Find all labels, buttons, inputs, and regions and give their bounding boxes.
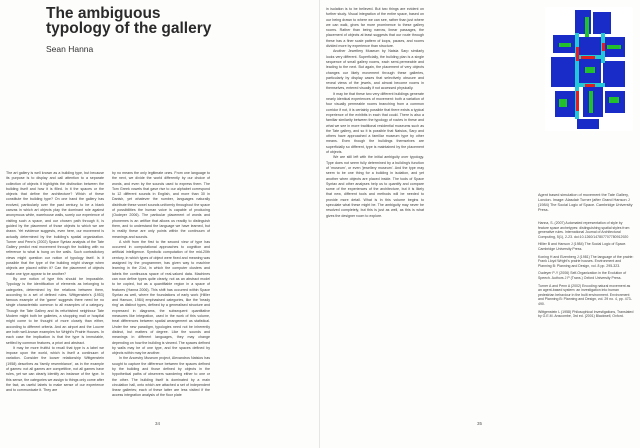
paragraph: Another Jewellery Museum by Natsia Sarp similarly looks very different. Superficially, the building plan is a single sequence of small gallery rooms, each semi-permeable and leading to the next. But again, the placement of very objects changes our likely movement through these galleries, particularly by display cases that selectively obscure and reveal views of the jewels, and almost become rooms in themselves, entered visually if not accessed physically. bbox=[326, 49, 424, 91]
paragraph: By one notion of type this should be impossible. Typology is the identification of elements as belonging to categories, determined by the relations between them, according to a set of defined rules. Wittgenstein's (1953) famous example of the 'game' suggests there need be no single characteristic common to all examples of a category. Though the Tate Gallery and its refurbished neighbour Tate Modern might both be galleries, a shopping mall or hospital might come to be thought of more closely than either, according to different criteria. And an airport and the Louvre are both well-known examples for Wright's Prairie Houses. In each case the implication is that the type is immutable, settled by common features, a priori and abstract. bbox=[6, 276, 104, 345]
paragraph: A shift from the first to the second view of type has occurred in computational approaches to cognition and artificial intelligence. Symbolic computation of the mid-20th century, in which types of object were fixed and meaning was assigned by the programmer, has given way to machine learning in the 21st, in which the computer clusters and labels the continuous space of real-valued data. Machines can now define types quite clearly, not as an abstract model to be copied, but as a quantifiable region in a space of features (Hanna 2006). This shift has occurred within Space Syntax as well, where the foundations of early work (Hillier and Hanson, 1984) emphasised categories, like the 'beady ring' as distinct types, defined by a generalised structure and expressed in diagrams, the subsequent quantitative measures like integration, used in the work of this volume, treat differences between spatial arrangement as statistical. Under the new paradigm, typologies need not be inherently distinct, but matters of degree. Like the sounds and meanings in different languages, they may change depending on how the building is viewed. The spaces defined by walls may be of one type, and the spaces defined by objects within may be another. bbox=[112, 239, 210, 356]
paragraph: The art gallery is well known as a building type, but because its purpose is to display and call attention to a separate collection of objects it highlights the distinction between the building itself and how it is filled. In it the spaces or the objects that define the architecture? Which of these constitute the building type? On one hand the gallery has evolved, particularly over the past century, to be a blank canvas in which art objects play the dominant role against anonymous white, warehouse walls, surely our experience of visiting such a space, and our chosen path through it, is guided by the placement of those objects to which we are drawn. Yet evidence suggests, even here, our movement is actually determined by the building's spatial organization. Turner and Penn's (2002) Space Syntax analysis of the Tate Gallery predict real movement through the building with no reference to what is hung on the walls. Such contradictory views might question our notion of typology itself. Is it possible that the type of the building might change when objects are placed within it? Can the placement of objects make one type appear to be another? bbox=[6, 171, 104, 276]
title-line-1: The ambiguous bbox=[46, 5, 161, 22]
gallery-plan-image bbox=[545, 7, 633, 131]
references-list bbox=[538, 221, 634, 322]
paragraph: In the Ancestry Museum project, Alexandros Natsios has sought to capture the difference between the spaces defined by the building and those defined by objects in the hypothetical paths of observers wandering either to one or the other. The building itself is dominated by a main circulation hall, onto which are attached a set of independent linear galleries; each of these latter are less visited if the access integration analysis of the floor plate bbox=[112, 356, 210, 398]
reference-item: Hanna, S. (2007) Automated representation of style by feature space archetypes: distinguishing spatial styles from generative rules. International Journal of Architectural Computing, 5(1), 2-23. doi:10.1260/147807707780912920 bbox=[538, 221, 630, 239]
paragraph: by no means the only legitimate ones. From one language to the next, we divide the world differently by our choice of words, and even by the sounds used to express them. The Tom Greek vowels that gave rise to our alphabet correspond to 12 different sounds in English, and more than 30 in Danish, yet whatever the number, languages naturally distribute these vowel sounds uniformly throughout the space of possibilities the human voice is capable of producing (Oudeyer 2006). The particular placement of words and phonemes is an artifice that allows us readily to distinguish them, and to understand the language we have learned, but in reality these are only points within the continuum of meanings and sounds. bbox=[112, 171, 210, 239]
page-number-right: 35 bbox=[477, 421, 483, 426]
paragraph: in isolation is to be believed. But two things are evident on further study. Visual integration of the entire space, based on our being drawn to where we can see, rather than just where we can walk, gives far more prominence to these gallery rooms. Rather than being narrow, linear passages, the placement of objects at least suggests that our route through these has a finer scale pattern of loops, pauses, and rooms divided more by experience than structure. bbox=[326, 7, 424, 49]
figure-caption: Agent based simulation of movement the Tate Gallery, London. Image: Alasdair Turner (after Grand Hanson J (1984) The Social Logic of Space. Cambridge University Press. bbox=[538, 193, 633, 212]
author-name: Sean Hanna bbox=[46, 44, 94, 54]
page-number-left: 34 bbox=[155, 421, 161, 426]
body-column-3 bbox=[326, 7, 424, 267]
right-page bbox=[320, 0, 640, 448]
title-line-2: typology of the gallery bbox=[46, 20, 212, 37]
body-column-1 bbox=[6, 171, 104, 417]
reference-item: Oudeyer P-Y (2006) Self-Organization in the Evolution of Speech. Authors J P (Trans.) Oxford University Press. bbox=[538, 271, 627, 280]
movement-simulation-figure bbox=[545, 7, 633, 131]
reference-item: Turner A and Penn A (2002) Encoding natural movement as an agent-based system: an investigation into human pedestrian behaviour in the built environment. Environment and Planning B: Planning and Design, vol. 29 no. 4, pp. 473-490. bbox=[538, 283, 632, 306]
reference-item: Wittgenstein L (1958) Philosophical Investigations, Translated by G.E.M. Anscombe, 3rd ed. (2001) Blackwell, Oxford. bbox=[538, 309, 634, 319]
reference-item: Hillier B and Hanson J (1984) The Social Logic of Space. Cambridge University Press. bbox=[538, 242, 627, 251]
paragraph: It may be more fruitful to recall that type is a label we impose upon the world, which is itself a continuum of variation. Consider the looser relationship Wittgenstein (1958) describes as 'family resemblance', as in the example of games: not all games are competitive, not all games have rules, yet we can clearly identify an instance of the type. In this sense, the categories we assign to things only come after the fact, as useful labels to make sense of our experience and to communicate it. They are bbox=[6, 345, 104, 393]
paragraph: We are still left with the initial ambiguity over typology. Type does not seem fully determined by a building's function of 'museum', or even 'jewellery museum'. And the type may seem to be one thing for a building in isolation, and yet another when objects are placed inside. The tools of Space Syntax and other analyses help us to quantify and compare some of the experiences of the architecture, but it is likely that new, different tools and methods will be needed to provide more detail. What is in this volume begins to speculate what these might be. The ambiguity may never be resolved completely, but this is just as well, as this is what gives the designer room to explore. bbox=[326, 155, 424, 218]
body-column-2 bbox=[112, 171, 210, 417]
reference-item: Koning H and Eizenberg J (1981) The language of the prairie: Frank Lloyd Wright's prairie houses. Environment and Planning B: Planning and Design, vol. 8 pp. 295-323. bbox=[538, 254, 634, 268]
article-title bbox=[46, 6, 246, 36]
paragraph: It may be that these two very different buildings generate nearly identical experiences of movement: both a variation of four visually permeable rooms branching from a common corridor if not, it is certainly possible that there exists a typical experience of the exhibits in each that could. There is also a familiar similarity between the typology of routes in these and what we see in more traditional residential museums such as the Tate gallery, and so it is possible that Natsios, Sarp and others have approached a familiar museum type by other means. Even though the buildings themselves are superficially so different, type is maintained by the placement of objects. bbox=[326, 91, 424, 155]
